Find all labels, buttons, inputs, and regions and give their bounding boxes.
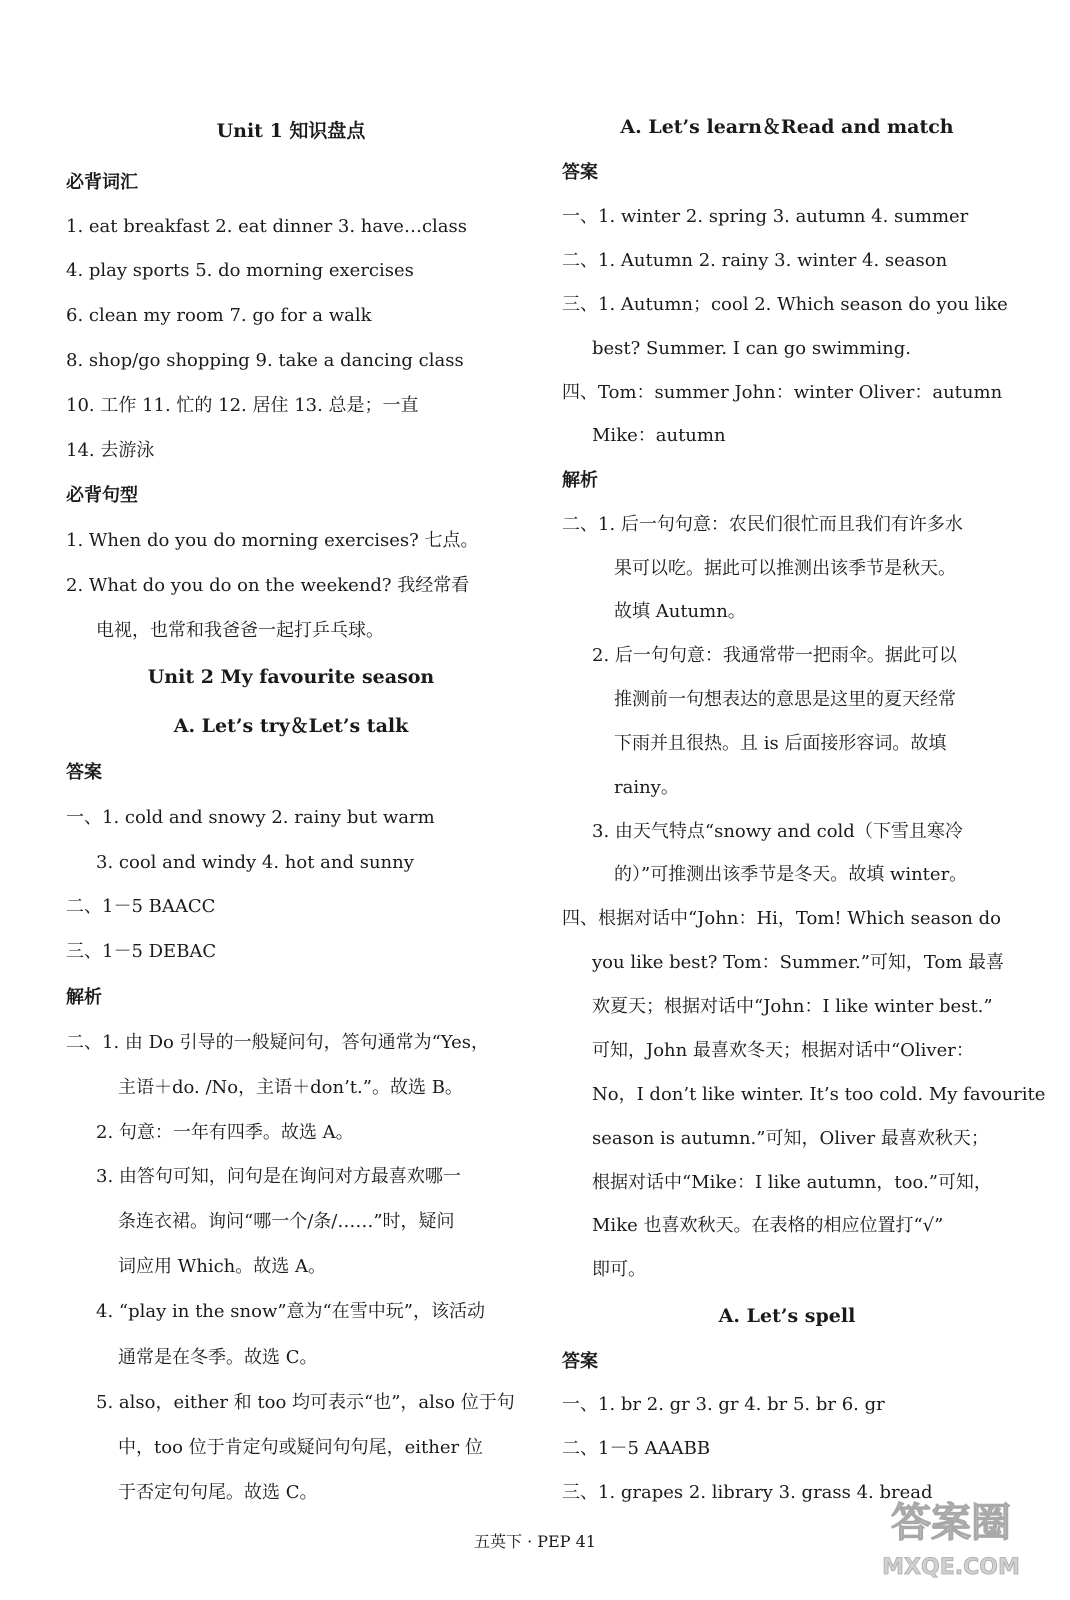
analysis-line: 主语＋do. /No，主语＋don’t.”。故选 B。: [118, 1077, 463, 1098]
answer-line: 一、1. cold and snowy 2. rainy but warm: [66, 807, 435, 828]
spell-answers-heading: 答案: [562, 1351, 598, 1372]
analysis-line: rainy。: [614, 777, 679, 798]
section-title: A. Let’s try＆Let’s talk: [173, 715, 409, 737]
analysis-line: 四、根据对话中“John：Hi，Tom! Which season do: [562, 908, 1001, 929]
analysis-line: 下雨并且很热。且 is 后面接形容词。故填: [614, 733, 947, 754]
answer-line: Mike：autumn: [592, 425, 726, 446]
analysis-line: 条连衣裙。询问“哪一个/条/……”时，疑问: [118, 1211, 455, 1232]
analysis-line: 即可。: [592, 1259, 646, 1280]
answer-line: 一、1. winter 2. spring 3. autumn 4. summer: [562, 206, 969, 227]
analysis-heading: 解析: [66, 987, 102, 1008]
unit2-title: Unit 2 My favourite season: [147, 666, 435, 688]
vocab-line: 1. eat breakfast 2. eat dinner 3. have…class: [66, 216, 468, 237]
sentence-heading: 必背句型: [66, 485, 138, 506]
answers-heading: 答案: [66, 762, 102, 783]
page-footer: 五英下 · PEP 41: [474, 1532, 596, 1551]
section-title: A. Let’s learn＆Read and match: [620, 116, 954, 138]
analysis-line: you like best? Tom：Summer.”可知，Tom 最喜: [592, 952, 1005, 973]
analysis-line: 果可以吃。据此可以推测出该季节是秋天。: [614, 558, 956, 579]
sentence-line: 2. What do you do on the weekend? 我经常看: [66, 575, 470, 596]
analysis-line: 根据对话中“Mike：I like autumn，too.”可知，: [592, 1172, 992, 1193]
vocab-line: 8. shop/go shopping 9. take a dancing class: [66, 350, 464, 371]
analysis-line: 3. 由答句可知，问句是在询问对方最喜欢哪一: [96, 1166, 461, 1187]
unit1-title: Unit 1 知识盘点: [216, 120, 366, 142]
spell-answer-line: 二、1－5 AAABB: [562, 1438, 711, 1459]
answer-line: 二、1－5 BAACC: [66, 896, 216, 917]
vocab-line: 10. 工作 11. 忙的 12. 居住 13. 总是；一直: [66, 395, 419, 416]
answer-line: 四、Tom：summer John：winter Oliver：autumn: [562, 382, 1003, 403]
analysis-line: 3. 由天气特点“snowy and cold（下雪且寒冷: [592, 821, 963, 842]
answer-line: 3. cool and windy 4. hot and sunny: [96, 852, 414, 873]
analysis-line: 推测前一句想表达的意思是这里的夏天经常: [614, 689, 956, 710]
watermark-line1: 答案圈: [891, 1500, 1011, 1546]
analysis-line: 欢夏天；根据对话中“John：I like winter best.”: [592, 996, 993, 1017]
analysis-line: 中，too 位于肯定句或疑问句句尾，either 位: [118, 1437, 483, 1458]
analysis-line: 于否定句句尾。故选 C。: [118, 1482, 318, 1503]
analysis-line: 的）”可推测出该季节是冬天。故填 winter。: [614, 864, 968, 885]
answer-line: 二、1. Autumn 2. rainy 3. winter 4. season: [562, 250, 948, 271]
vocab-line: 14. 去游泳: [66, 440, 155, 461]
vocab-line: 4. play sports 5. do morning exercises: [66, 260, 414, 281]
sentence-line: 1. When do you do morning exercises? 七点。: [66, 530, 479, 551]
analysis-line: 词应用 Which。故选 A。: [118, 1256, 326, 1277]
analysis-heading: 解析: [562, 470, 598, 491]
analysis-line: No，I don’t like winter. It’s too cold. My favourite: [592, 1084, 1046, 1105]
analysis-line: 通常是在冬季。故选 C。: [118, 1347, 318, 1368]
analysis-line: 故填 Autumn。: [614, 601, 746, 622]
analysis-line: 2. 后一句句意：我通常带一把雨伞。据此可以: [592, 645, 957, 666]
vocab-line: 6. clean my room 7. go for a walk: [66, 305, 372, 326]
vocab-heading: 必背词汇: [66, 172, 138, 193]
answer-line: best? Summer. I can go swimming.: [592, 338, 911, 359]
analysis-line: 2. 句意：一年有四季。故选 A。: [96, 1122, 354, 1143]
analysis-line: 二、1. 后一句句意：农民们很忙而且我们有许多水: [562, 514, 963, 535]
analysis-line: 4. “play in the snow”意为“在雪中玩”，该活动: [96, 1301, 485, 1322]
spell-answer-line: 一、1. br 2. gr 3. gr 4. br 5. br 6. gr: [562, 1394, 885, 1415]
analysis-line: 5. also，either 和 too 均可表示“也”，also 位于句: [96, 1392, 515, 1413]
answer-line: 三、1. Autumn；cool 2. Which season do you like: [562, 294, 1008, 315]
sentence-line: 电视，也常和我爸爸一起打乒乓球。: [96, 620, 384, 641]
watermark-line2: MXQE.COM: [882, 1555, 1020, 1580]
analysis-line: season is autumn.”可知，Oliver 最喜欢秋天；: [592, 1128, 989, 1149]
analysis-line: 二、1. 由 Do 引导的一般疑问句，答句通常为“Yes，: [66, 1032, 490, 1053]
spell-answer-line: 三、1. grapes 2. library 3. grass 4. bread: [562, 1482, 933, 1503]
answer-line: 三、1－5 DEBAC: [66, 941, 217, 962]
analysis-line: Mike 也喜欢秋天。在表格的相应位置打“√”: [592, 1215, 944, 1236]
spell-title: A. Let’s spell: [718, 1305, 856, 1327]
watermark-logo: [876, 1478, 1026, 1588]
answers-heading: 答案: [562, 162, 598, 183]
analysis-line: 可知，John 最喜欢冬天；根据对话中“Oliver：: [592, 1040, 974, 1061]
